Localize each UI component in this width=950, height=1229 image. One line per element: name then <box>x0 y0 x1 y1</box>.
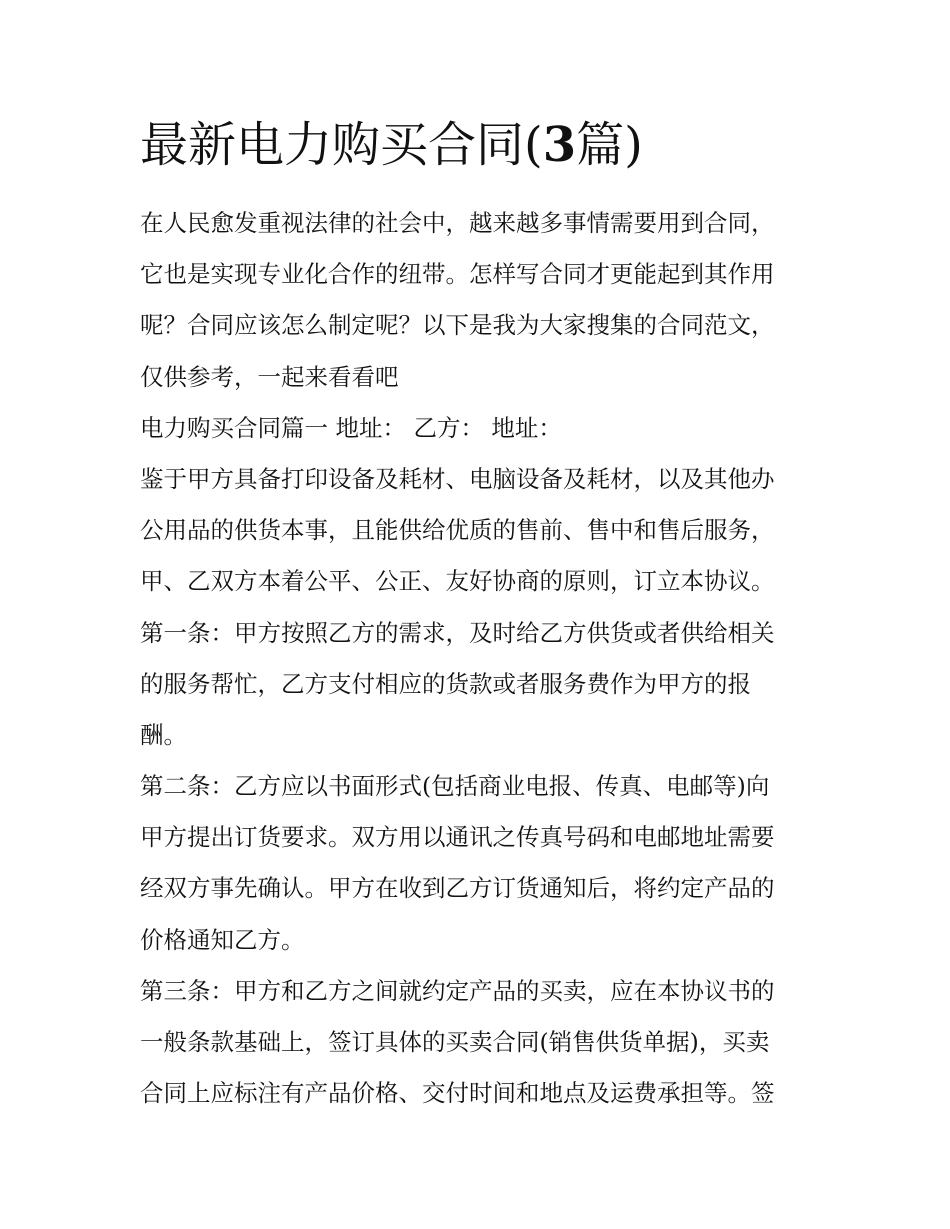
title-number: 3 <box>542 117 577 173</box>
document-body <box>140 198 820 1119</box>
body-line: 甲、乙双方本着公平、公正、友好协商的原则，订立本协议。 <box>140 567 775 596</box>
body-line: 合同上应标注有产品价格、交付时间和地点及运费承担等。签 <box>140 1079 775 1108</box>
body-line: 呢？合同应该怎么制定呢？以下是我为大家搜集的合同范文， <box>140 311 775 340</box>
body-line: 在人民愈发重视法律的社会中，越来越多事情需要用到合同， <box>140 209 775 237</box>
body-line: 公用品的供货本事，且能供给优质的售前、售中和售后服务， <box>140 516 775 545</box>
body-line: 第一条：甲方按照乙方的需求，及时给乙方供货或者供给相关 <box>140 618 775 647</box>
body-line: 酬。 <box>140 720 187 749</box>
body-line: 甲方提出订货要求。双方用以通讯之传真号码和电邮地址需要 <box>140 823 775 852</box>
body-line: 一般条款基础上，签订具体的买卖合同(销售供货单据)，买卖 <box>140 1028 770 1056</box>
body-line: 第二条：乙方应以书面形式(包括商业电报、传真、电邮等)向 <box>140 772 770 801</box>
body-line: 经双方事先确认。甲方在收到乙方订货通知后，将约定产品的 <box>140 874 775 903</box>
body-line: 第三条：甲方和乙方之间就约定产品的买卖，应在本协议书的 <box>140 976 775 1005</box>
body-line: 价格通知乙方。 <box>140 925 305 954</box>
body-line: 的服务帮忙，乙方支付相应的货款或者服务费作为甲方的报 <box>140 669 751 698</box>
title-main: 最新电力购买合同( <box>140 117 543 173</box>
title-tail: 篇) <box>576 117 643 173</box>
body-line: 电力购买合同篇一 地址： 乙方： 地址： <box>140 413 562 442</box>
body-line: 鉴于甲方具备打印设备及耗材、电脑设备及耗材，以及其他办 <box>140 464 775 493</box>
body-line: 它也是实现专业化合作的纽带。怎样写合同才更能起到其作用 <box>140 260 775 289</box>
document-title <box>140 112 643 178</box>
body-line: 仅供参考，一起来看看吧 <box>140 362 399 391</box>
